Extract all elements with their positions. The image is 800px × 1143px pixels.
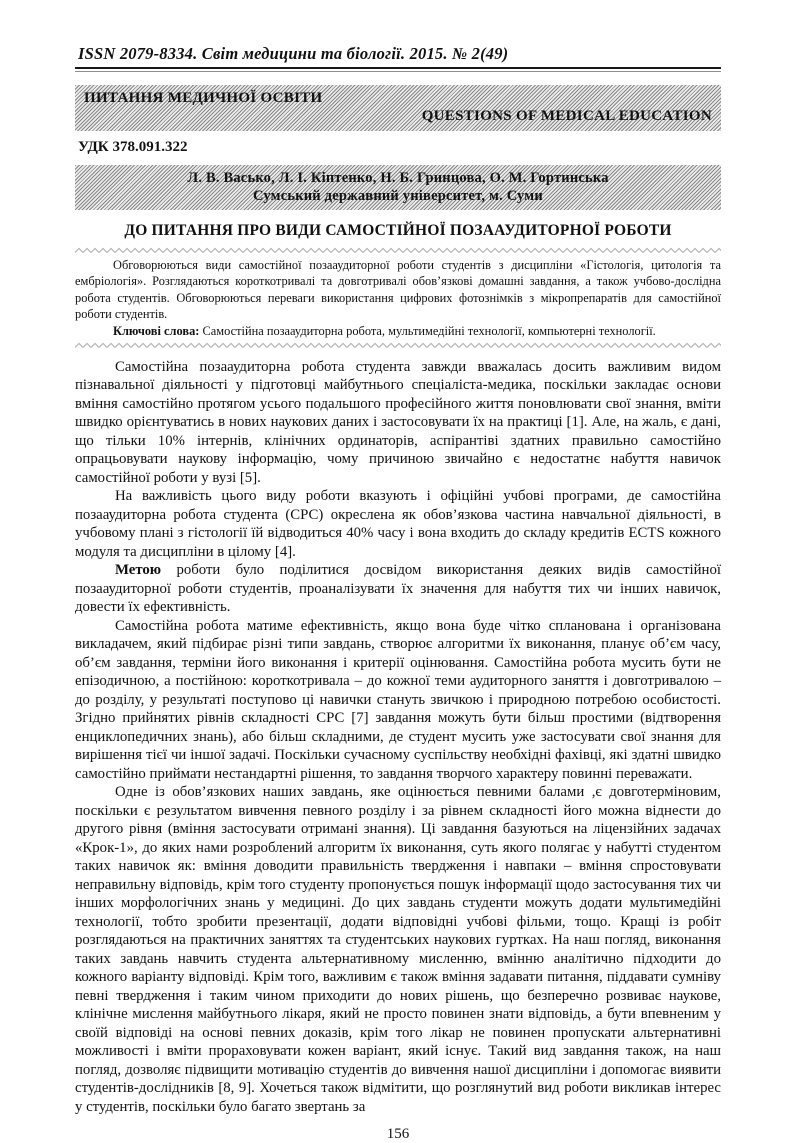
section-title-en: QUESTIONS OF MEDICAL EDUCATION [421, 107, 712, 124]
abstract-text: Обговорюються види самостійної позааудиторної роботи студентів з дисципліни «Гістологія, цитологія та ембріологія». Розглядаються короткотривалі та довготривалі обов’язкові домашні завдання, а також учбово-дослідна робота студентів. Обговорюються переваги використання цифрових фотознімків з мікропрепаратів для самостійної роботи студентів. [75, 257, 721, 322]
udc-code: УДК 378.091.322 [78, 138, 188, 155]
article-body [75, 358, 721, 1117]
abstract-block [75, 257, 721, 340]
paragraph-text: Одне із обов’язкових наших завдань, яке оцінюється певними балами ,є довготерміновим, поскільки є результатом вивчення певного розділу і за рівнем складності його можна віднести до другого рівня (вміння застосувати отримані знання). Ці завдання базуються на ліцензійних задачах «Крок-1», до яких нами розроблений алгоритм їх виконання, суть якого полягає у набутті студентом таких навичок як: вміння доводити правильність твердження і навпаки – вміння спростовувати неправильну відповідь, крім того студенту пропонується пошук інформації щодо застосування тих чи інших морфологічних знань у медицині. До цих завдань студенти можуть додати мультимедійні технології, тобто зробити презентації, додати відповідні учбові фільми, тощо. Кращі із робіт розглядаються на практичних заняттях та студентських наукових гуртках. На наш погляд, виконання таких завдань навчить студента альтернативному мисленню, вмінню аналітично підходити до кожного варіанту відповіді. Крім того, важливим є також вміння задавати питання, піддавати сумніву певні твердження і таким чином приходити до нових рішень, що безперечно розвиває наукове, клінічне мислення майбутнього лікаря, який не просто повинен знати відповідь, а бути впевненим у своїй відповіді на основі певних доказів, крім того лікар не повинен пропускати альтернативні можливості і вміти прораховувати кожен варіант, який існує. Такий вид завдання також, на наш погляд, дозволяє підвищити мотивацію студентів до вивчення нашої дисципліни і допомогає виявити студентів-дослідників [8, 9]. Хочеться також відмітити, що розглянутий вид роботи викликав інтерес у студентів, поскільки було багато звертань за [75, 784, 721, 1115]
journal-header: ISSN 2079-8334. Світ медицини та біології. 2015. № 2(49) [78, 44, 509, 63]
paragraph-text: На важливість цього виду роботи вказують і офіційні учбові програми, де самостійна позааудиторна робота студента (СРС) окреслена як обов’язкова частина навчальної діяльності, в учбовому плані з гістології їй відводиться 40% часу і вона входить до складу кредитів ECTS кожного модуля та дисципліни в цілому [4]. [75, 488, 721, 560]
authors-banner [75, 165, 721, 210]
keywords-text: Самостійна позааудиторна робота, мультимедійні технології, компьютерні технології. [199, 324, 656, 339]
paragraph-text: Самостійна позааудиторна робота студента завжди вважалась досить важливим видом пізнавальної діяльності у підготовці майбутнього спеціаліста-медика, поскільки закладає основи вміння самостійно протягом усього подальшого професійного життя поновлювати свої знання, вміти швидко орієнтуватись в нових наукових даних і застосовувати їх на практиці [1]. Але, на жаль, є дані, що тільки 10% інтернів, клінічних ординаторів, аспірантіві здатних правильно самостійно опрацьовувати наукову інформацію, чому причиною звичайно є недостатнє набуття навичок самостійної роботи у вузі [5]. [75, 358, 721, 486]
affiliation-line: Сумський державний університет, м. Суми [253, 187, 543, 204]
keywords-label: Ключові слова: [113, 324, 200, 339]
keywords-line [75, 323, 721, 340]
body-paragraph-2 [75, 487, 721, 561]
section-title-uk: ПИТАННЯ МЕДИЧНОЇ ОСВІТИ [84, 89, 323, 106]
paragraph-text: Самостійна робота матиме ефективність, якщо вона буде чітко спланована і організована викладачем, який підбирає різні типи завдань, створює алгоритми їх виконання, планує об’єм часу, об’єм завдання, терміни його виконання і критерії оцінювання. Самостійна робота мусить бути не епізодичною, а постійною: короткотривала – до кожної теми аудиторного заняття і довготривалою – до розділу, у результаті поступово ці навички стануть звичкою і природною потребою особистості. Згідно прийнятих рівнів складності СРС [7] завдання можуть бути більш простими (відтворення енциклопедичних знань), або більш складними, де студент мусить уже застосувати свої знання для вирішення тієї чи іншої задачі. Поскільки сучасному суспільству необхідні фахівці, які здатні швидко самостійно приймати нестандартні рішення, то завдання творчого характеру повинні переважати. [75, 617, 721, 782]
zigzag-rule-bottom [75, 342, 721, 349]
body-paragraph-1 [75, 358, 721, 488]
page-number: 156 [386, 1126, 410, 1143]
authors-line: Л. В. Васько, Л. І. Кіптенко, Н. Б. Гринцова, О. М. Гортинська [187, 169, 609, 186]
paragraph-lead: Метою [115, 562, 162, 579]
body-paragraph-4 [75, 617, 721, 784]
body-paragraph-3 [75, 561, 721, 617]
header-double-rule [75, 67, 721, 72]
zigzag-rule-top [75, 247, 721, 254]
page-content [75, 44, 721, 1143]
section-banner [75, 85, 721, 131]
article-title: ДО ПИТАННЯ ПРО ВИДИ САМОСТІЙНОЇ ПОЗААУДИТОРНОЇ РОБОТИ [124, 221, 672, 239]
paragraph-text: роботи було поділитися досвідом використання деяких видів самостійної позааудиторної роботи студентів, проаналізувати їх значення для набуття тих чи інших навичок, довести їх ефективність. [75, 562, 721, 616]
body-paragraph-5 [75, 783, 721, 1116]
